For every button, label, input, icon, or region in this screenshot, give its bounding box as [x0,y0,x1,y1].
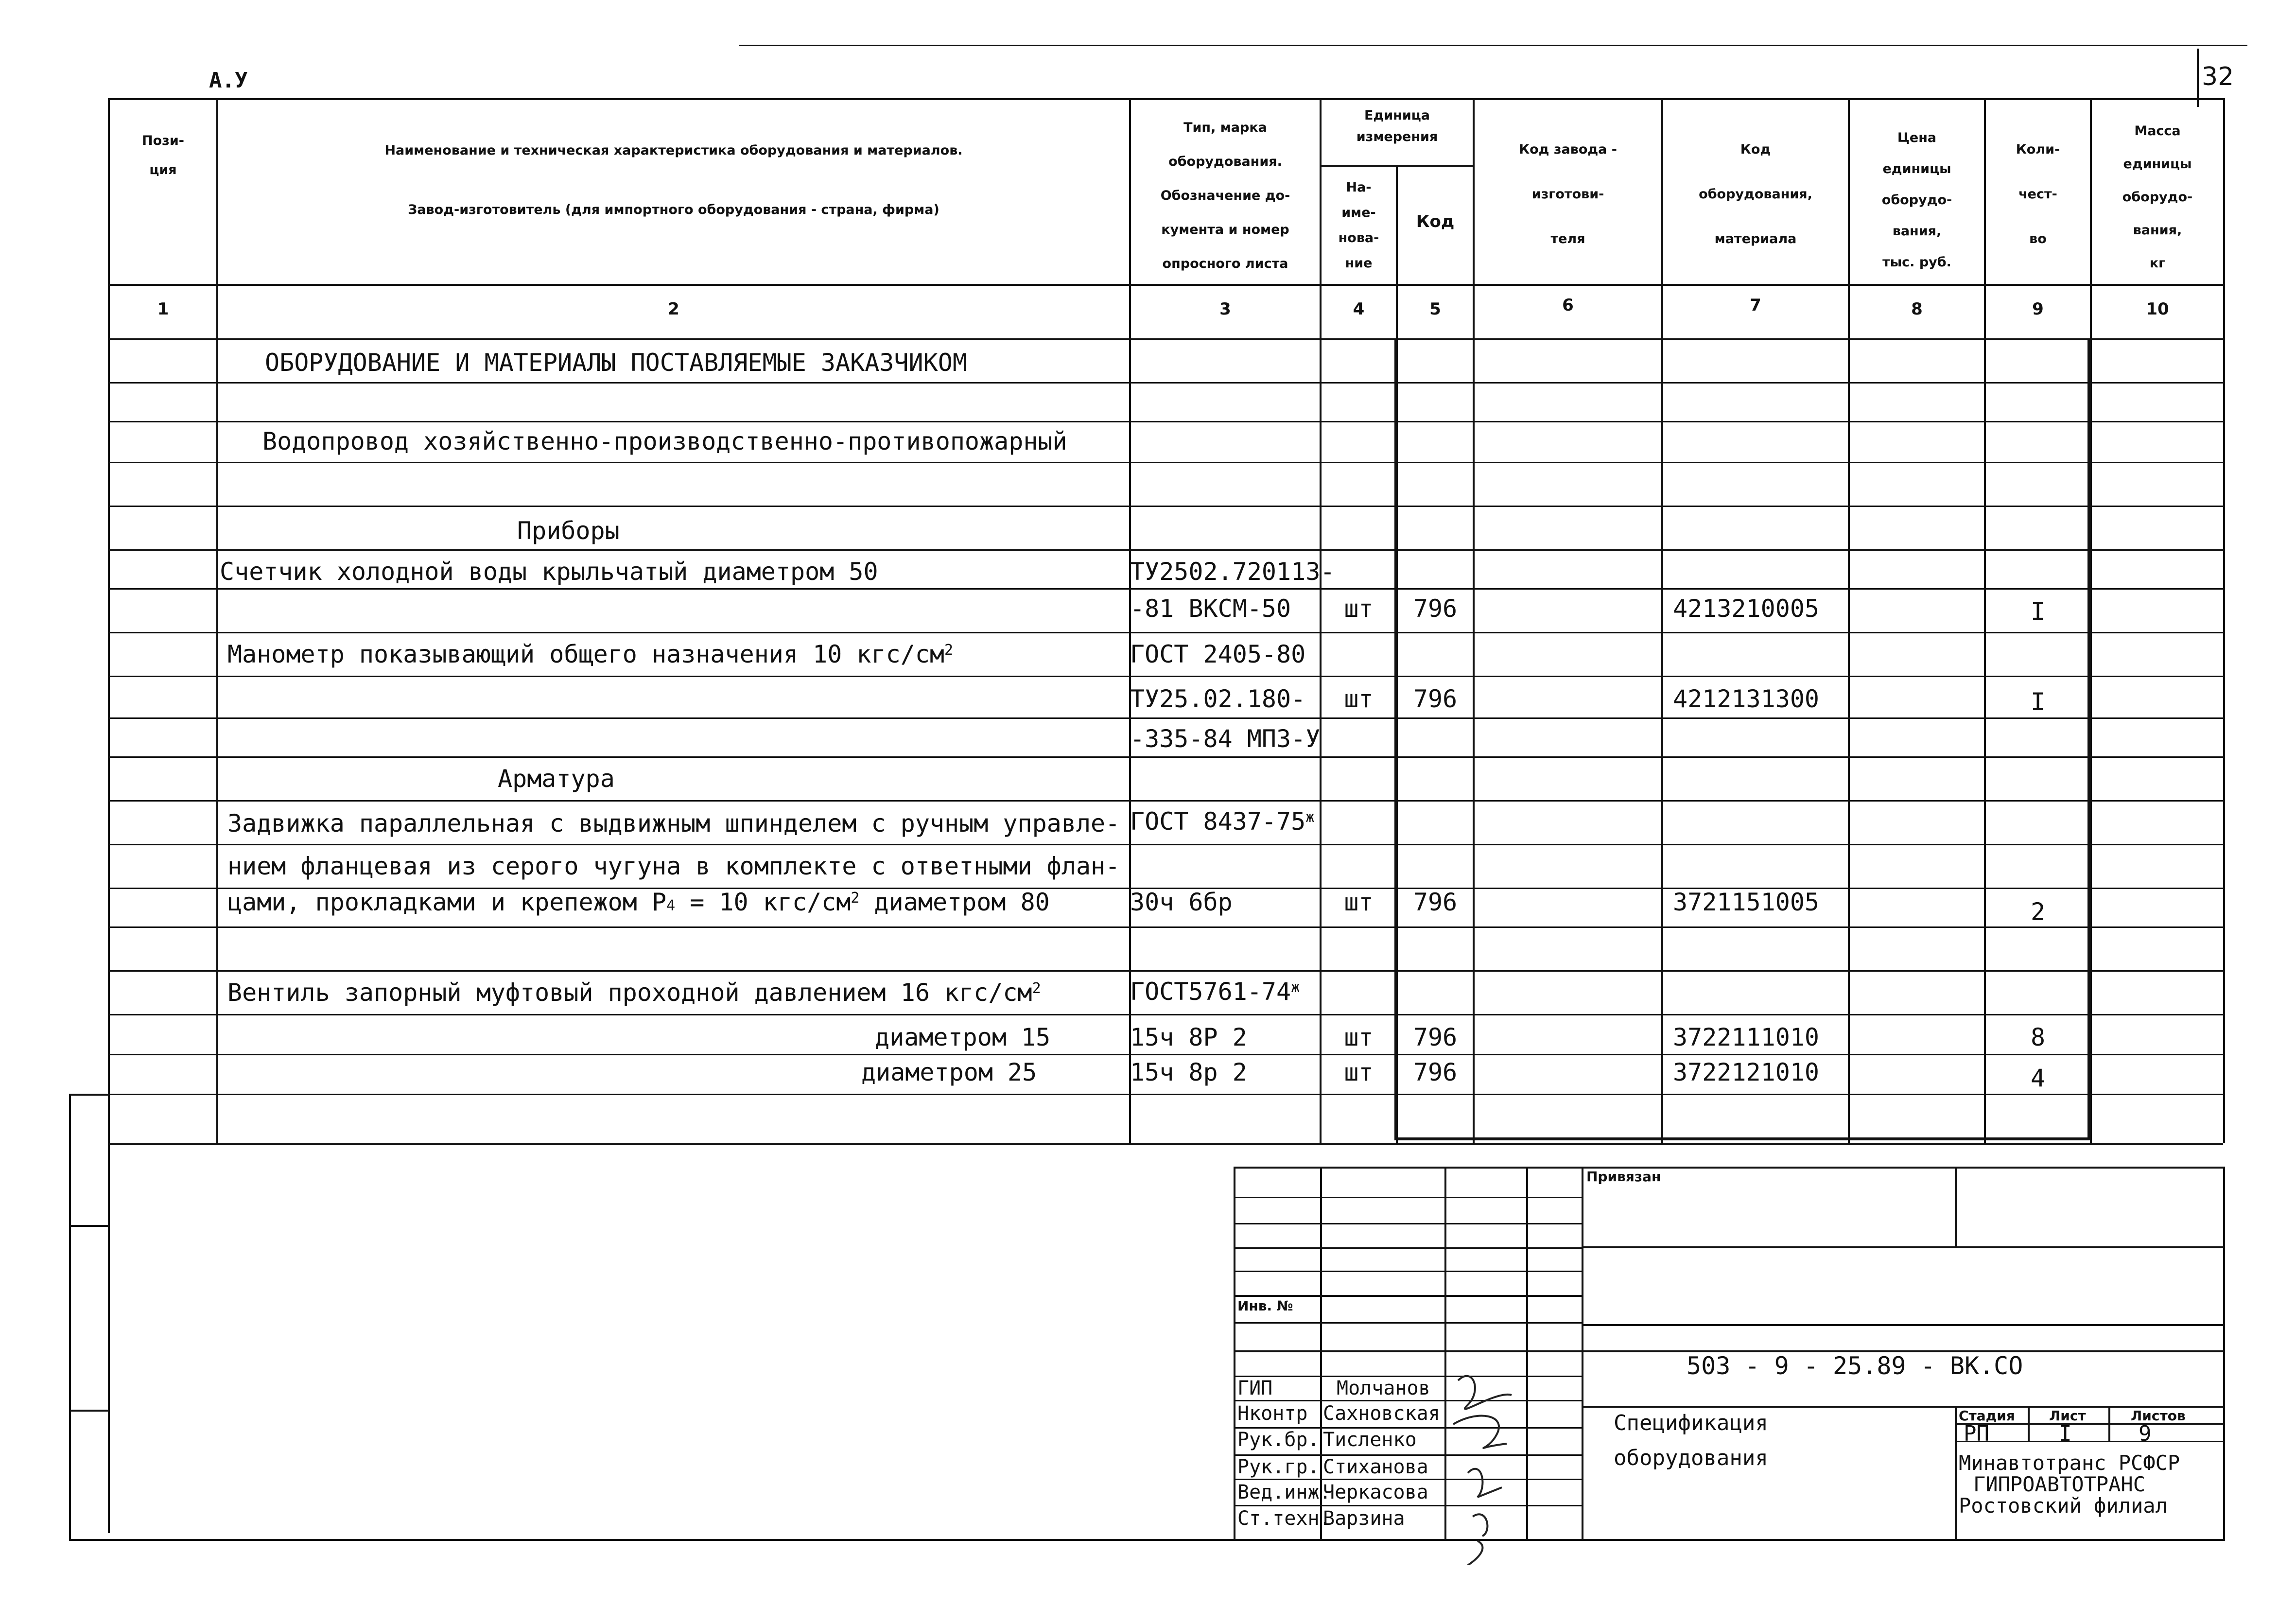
d15-qty: 8 [2030,1023,2046,1051]
colnum-6: 6 [1562,296,1574,315]
sign-name-3: Тисленко [1323,1429,1417,1451]
header-price: Цена единицы оборудо- вания, тыс. руб. [1881,130,1952,270]
gauge-code: 4212131300 [1673,685,1820,713]
gauge-name: Манометр показывающий общего назначения 10 кгс/$см^2$ [227,640,954,668]
header-position: Пози- ция [142,133,184,177]
stage-value: РП [1964,1421,1989,1446]
privyazan-label: Привязан [1586,1169,1661,1185]
header-name-line2: Завод-изготовитель (для импортного оборудования - страна, фирма) [408,202,939,217]
gauge-qty: I [2030,688,2046,716]
document-title-2: оборудования [1614,1446,1768,1470]
colnum-7: 7 [1750,296,1761,315]
d25-type: 15ч 8р 2 [1130,1058,1247,1086]
header-mass: Масса единицы оборудо- вания, кг [2122,123,2193,271]
colnum-9: 9 [2032,299,2044,319]
meter-type-1: ТУ2502.720113- [1130,558,1335,586]
d25-qty: 4 [2030,1064,2046,1092]
sign-name-5: Черкасова [1323,1481,1428,1503]
shutoff-type: $ГОСТ5761-74^ж$ [1130,978,1300,1006]
d15-type: 15ч 8Р 2 [1130,1023,1247,1051]
sheets-label: Листов [2131,1408,2186,1424]
gauge-type-2: ТУ25.02.180- [1130,685,1306,713]
meter-unit-code: 796 [1413,594,1458,623]
meter-name: Счетчик холодной воды крыльчатый диаметром 50 [220,558,878,586]
valve-unit: шт [1344,888,1374,916]
group-fittings: Арматура [498,765,615,793]
shutoff-name: Вентиль запорный муфтовый проходной давлением 16 кгс/$см^2$ [227,978,1041,1007]
header-unit-name: На- име- нова- ние [1338,180,1379,271]
sign-name-2: Сахновская [1323,1402,1440,1425]
valve-type-1: ГОСТ $8437-75^ж$ [1130,807,1315,836]
d25-unit: шт [1344,1058,1374,1086]
gauge-type-3: -335-84 МПЗ-У [1130,725,1321,753]
header-equipment-code: Код оборудования, материала [1699,142,1812,246]
header-quantity: Коли- чест- во [2016,142,2060,246]
section-title: ОБОРУДОВАНИЕ И МАТЕРИАЛЫ ПОСТАВЛЯЕМЫЕ ЗАКАЗЧИКОМ [265,349,967,377]
colnum-4: 4 [1353,299,1365,319]
d15-label: диаметром 15 [875,1023,1051,1051]
group-instruments: Приборы [517,517,620,545]
stage-label: Стадия [1959,1408,2015,1424]
sign-role-6: Ст.техн. [1237,1507,1331,1530]
sign-name-4: Стиханова [1323,1456,1428,1478]
sign-role-4: Рук.гр. [1237,1456,1320,1478]
organization-1: Минавтотранс РСФСР [1959,1451,2180,1475]
sign-role-5: Вед.инж. [1237,1481,1331,1503]
valve-desc-1: Задвижка параллельная с выдвижным шпинделем с ручным управле- [227,809,1120,838]
d25-unit-code: 796 [1413,1058,1458,1086]
valve-desc-3: цами, прокладками и крепежом $Р_4 = 10$ кгс/$см^2$ диаметром 80 [227,888,1050,916]
document-code: 503 - 9 - 25.89 - ВК.СО [1687,1352,2023,1380]
signature-scribbles [1439,1361,1536,1565]
sheet-value: I [2059,1421,2072,1446]
sign-role-1: ГИП [1237,1377,1273,1399]
gauge-unit-code: 796 [1413,685,1458,713]
colnum-1: 1 [157,299,169,319]
sign-name-6: Варзина [1323,1507,1405,1530]
d15-code: 3722111010 [1673,1023,1820,1051]
valve-unit-code: 796 [1413,888,1458,916]
meter-unit: шт [1344,594,1374,623]
header-name-line1: Наименование и техническая характеристика оборудования и материалов. [384,143,963,158]
header-type: Тип, марка оборудования. Обозначение до- кумента и номер опросного листа [1160,120,1290,271]
colnum-3: 3 [1219,299,1231,319]
sheet-number: 32 [2202,62,2234,91]
organization-2: ГИПРОАВТОТРАНС [1973,1472,2146,1496]
organization-3: Ростовский филиал [1959,1494,2168,1518]
sign-role-2: Нконтр [1237,1402,1308,1425]
colnum-8: 8 [1911,299,1923,319]
colnum-2: 2 [668,299,679,319]
valve-qty: 2 [2030,898,2046,926]
d15-unit-code: 796 [1413,1023,1458,1051]
valve-type-2: 30ч 6бр [1130,888,1233,916]
meter-qty: I [2030,597,2046,626]
colnum-10: 10 [2146,299,2169,319]
header-factory-code: Код завода - изготови- теля [1519,142,1617,246]
sheet-label: Лист [2049,1408,2086,1424]
document-title-1: Спецификация [1614,1411,1768,1435]
gauge-type-1: ГОСТ 2405-80 [1130,640,1306,668]
d25-code: 3722121010 [1673,1058,1820,1086]
meter-code: 4213210005 [1673,594,1820,623]
meter-type-2: -81 ВКСМ-50 [1130,594,1291,623]
valve-code: 3721151005 [1673,888,1820,916]
inv-no-label: Инв. № [1237,1298,1293,1314]
sign-role-3: Рук.бр. [1237,1429,1320,1451]
sheets-value: 9 [2139,1421,2152,1446]
sign-name-1: Молчанов [1337,1377,1430,1399]
d15-unit: шт [1344,1023,1374,1051]
header-unit-group: Единица измерения [1356,108,1438,144]
format-mark: А.У [209,68,248,93]
subsection-title: Водопровод хозяйственно-производственно-противопожарный [262,427,1067,455]
colnum-5: 5 [1429,299,1441,319]
valve-desc-2: нием фланцевая из серого чугуна в комплекте с ответными флан- [227,852,1120,880]
header-unit-code: Код [1416,212,1455,231]
d25-label: диаметром 25 [861,1058,1037,1086]
gauge-unit: шт [1344,685,1374,713]
